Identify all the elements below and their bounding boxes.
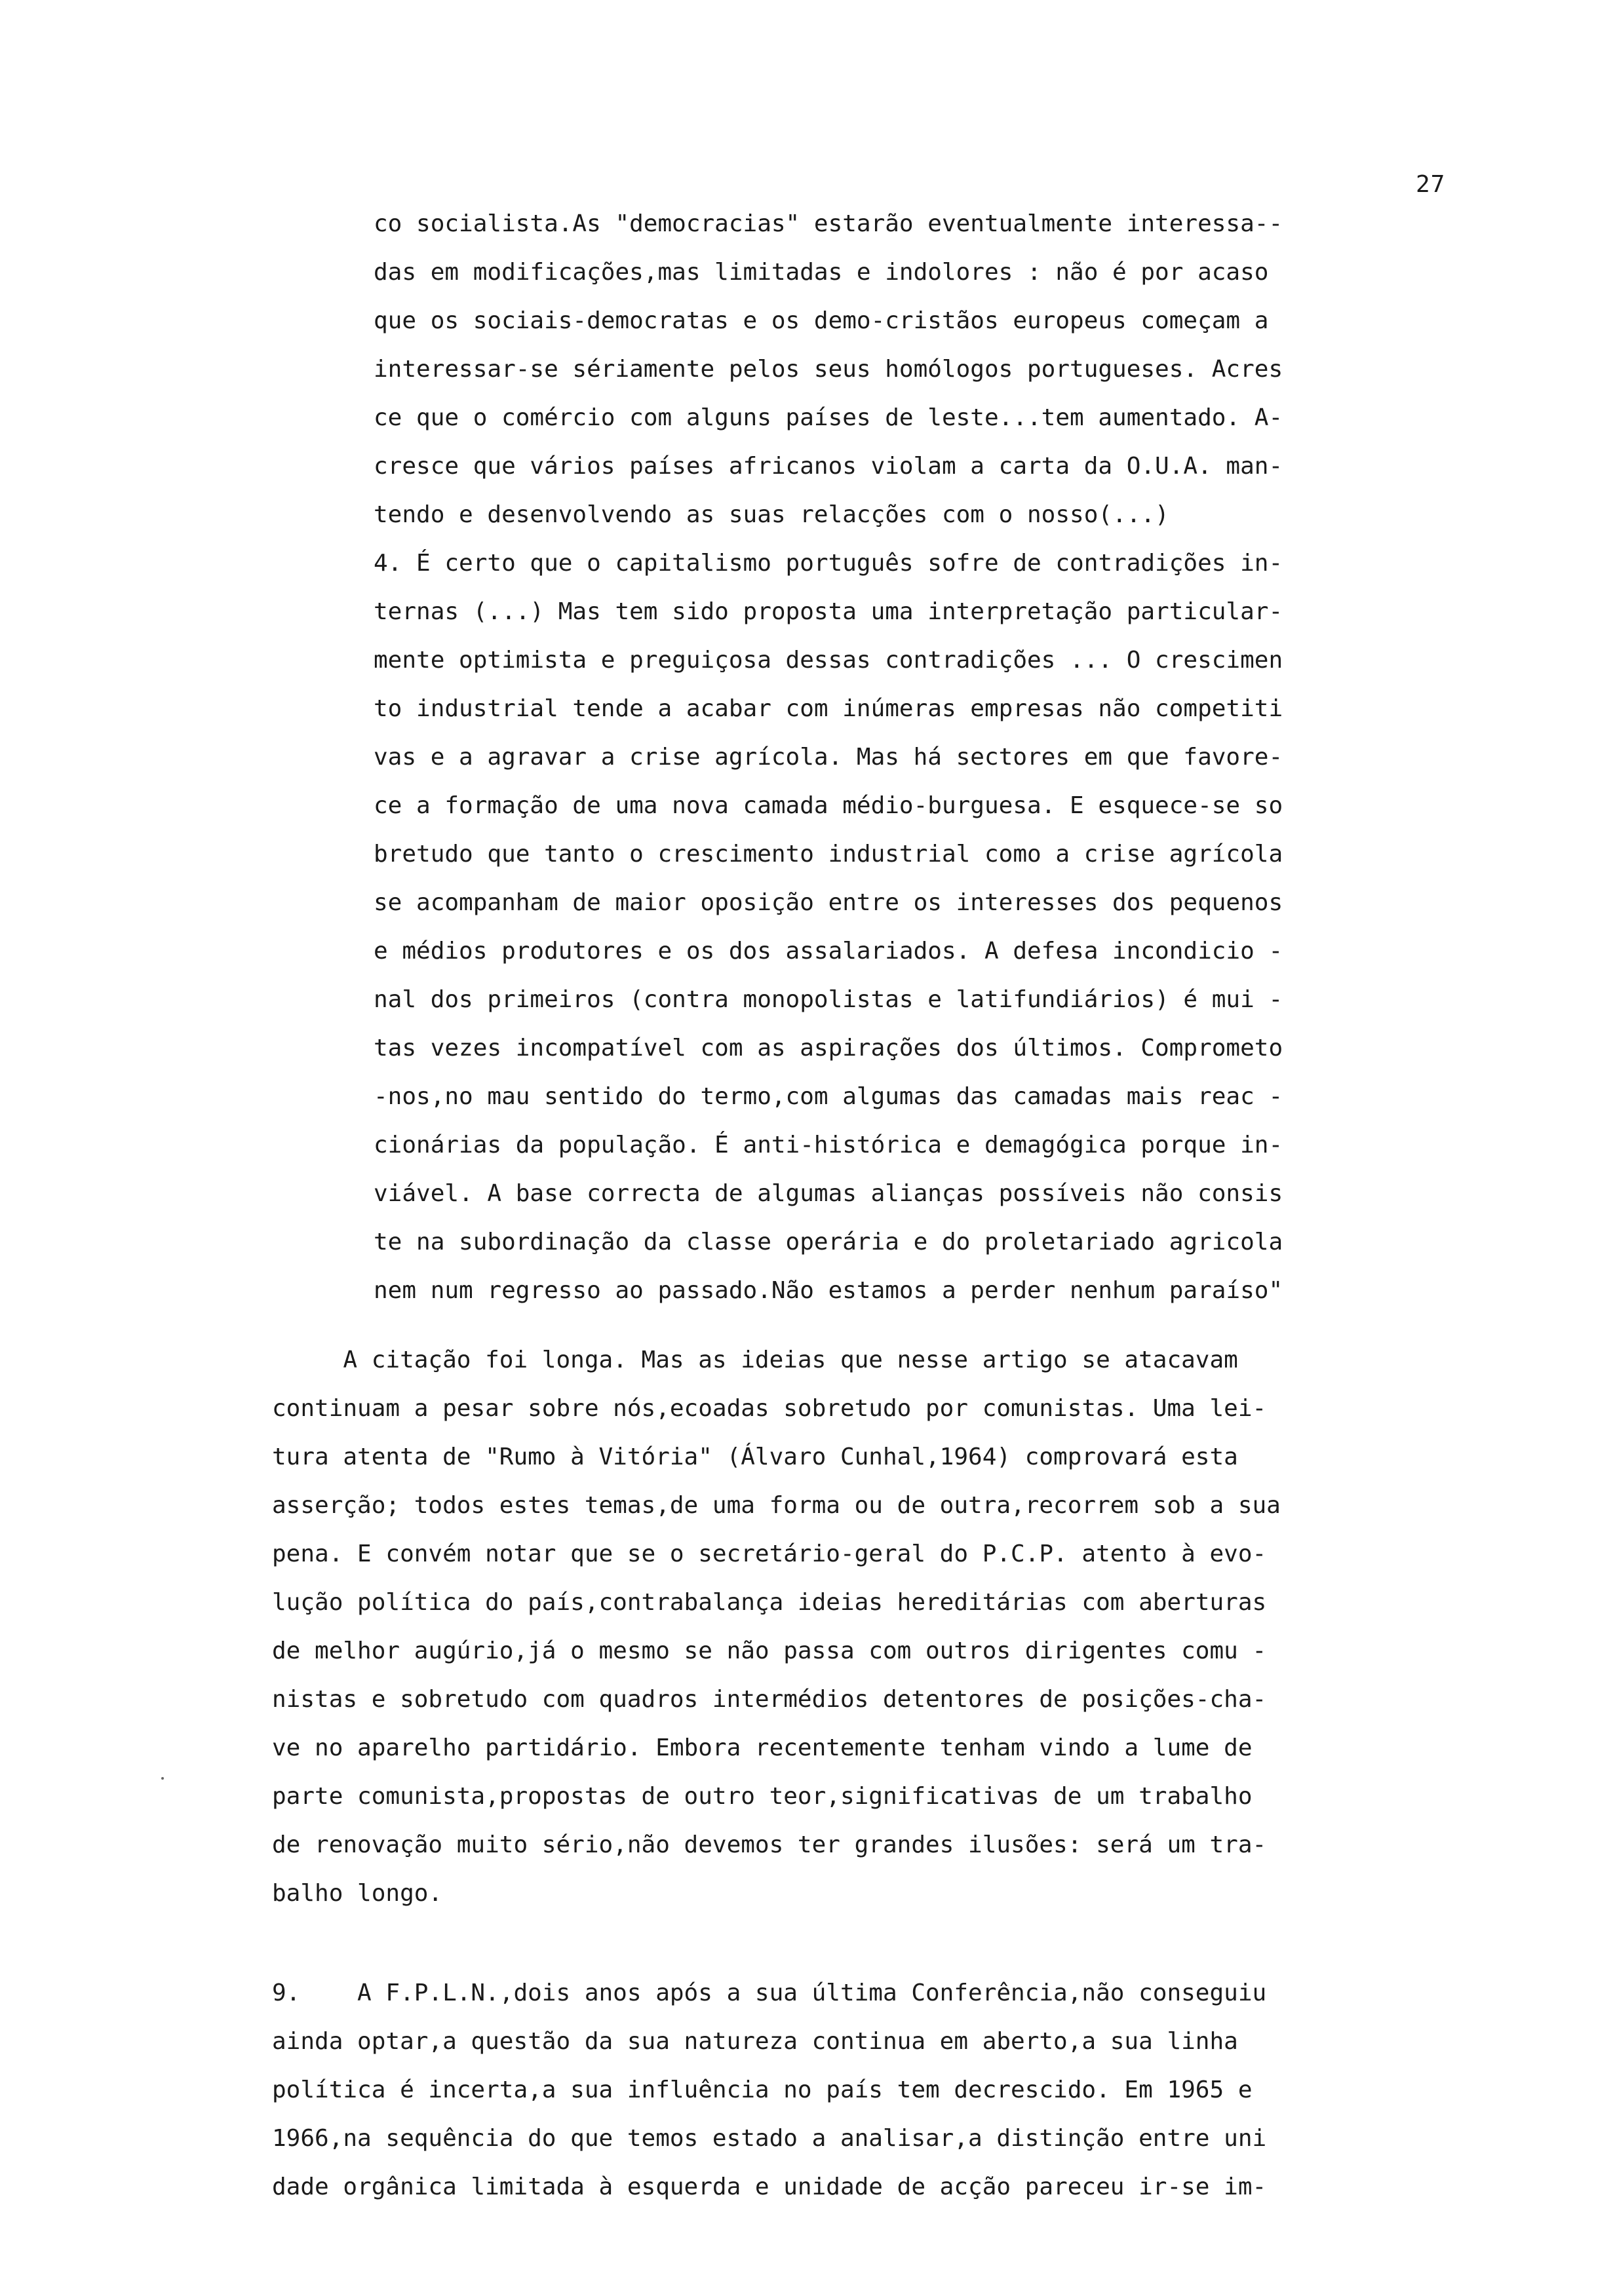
section-line: política é incerta,a sua influência no país tem decrescido. Em 1965 e bbox=[272, 2076, 1253, 2103]
section-line: ainda optar,a questão da sua natureza continua em aberto,a sua linha bbox=[272, 2028, 1238, 2055]
quote-line: ce a formação de uma nova camada médio-burguesa. E esquece-se so bbox=[374, 792, 1283, 819]
paragraph-line: continuam a pesar sobre nós,ecoadas sobretudo por comunistas. Uma lei- bbox=[272, 1395, 1267, 1422]
quote-line: ternas (...) Mas tem sido proposta uma interpretação particular- bbox=[374, 598, 1283, 625]
paragraph-line: tura atenta de "Rumo à Vitória" (Álvaro Cunhal,1964) comprovará esta bbox=[272, 1444, 1238, 1470]
page-number: 27 bbox=[1416, 171, 1446, 198]
paragraph-line: ve no aparelho partidário. Embora recentemente tenham vindo a lume de bbox=[272, 1734, 1253, 1761]
quote-line: nal dos primeiros (contra monopolistas e latifundiários) é mui - bbox=[374, 986, 1283, 1013]
quote-line: e médios produtores e os dos assalariados. A defesa incondicio - bbox=[374, 938, 1283, 965]
quote-line: tas vezes incompatível com as aspirações dos últimos. Comprometo bbox=[374, 1035, 1283, 1062]
paragraph-line: balho longo. bbox=[272, 1880, 443, 1907]
paragraph-line: lução política do país,contrabalança ideias hereditárias com aberturas bbox=[272, 1589, 1267, 1616]
paragraph-line: de renovação muito sério,não devemos ter grandes ilusões: será um tra- bbox=[272, 1831, 1267, 1858]
paragraph-line: pena. E convém notar que se o secretário-geral do P.C.P. atento à evo- bbox=[272, 1540, 1267, 1567]
quote-line: viável. A base correcta de algumas alianças possíveis não consis bbox=[374, 1180, 1283, 1207]
quote-line: ce que o comércio com alguns países de leste...tem aumentado. A- bbox=[374, 404, 1283, 431]
quote-line: vas e a agravar a crise agrícola. Mas há sectores em que favore- bbox=[374, 744, 1283, 771]
quote-line: cionárias da população. É anti-histórica e demagógica porque in- bbox=[374, 1132, 1283, 1158]
quote-line: te na subordinação da classe operária e do proletariado agricola bbox=[374, 1229, 1283, 1255]
section-line: 1966,na sequência do que temos estado a analisar,a distinção entre uni bbox=[272, 2125, 1267, 2152]
quote-line: -nos,no mau sentido do termo,com algumas das camadas mais reac - bbox=[374, 1083, 1283, 1110]
quote-line: tendo e desenvolvendo as suas relacções com o nosso(...) bbox=[374, 501, 1169, 528]
quote-line: nem num regresso ao passado.Não estamos a perder nenhum paraíso" bbox=[374, 1277, 1283, 1304]
paragraph-line: de melhor augúrio,já o mesmo se não passa com outros dirigentes comu - bbox=[272, 1637, 1267, 1664]
quote-line: cresce que vários países africanos violam a carta da O.U.A. man- bbox=[374, 453, 1283, 480]
paragraph-line: asserção; todos estes temas,de uma forma ou de outra,recorrem sob a sua bbox=[272, 1492, 1281, 1519]
section-line: dade orgânica limitada à esquerda e unidade de acção pareceu ir-se im- bbox=[272, 2173, 1267, 2200]
quote-line: to industrial tende a acabar com inúmeras empresas não competiti bbox=[374, 695, 1283, 722]
paragraph-line: A citação foi longa. Mas as ideias que nesse artigo se atacavam bbox=[272, 1347, 1238, 1373]
quote-line: mente optimista e preguiçosa dessas contradições ... O crescimen bbox=[374, 647, 1283, 674]
scan-speck bbox=[161, 1777, 164, 1780]
quote-line: bretudo que tanto o crescimento industrial como a crise agrícola bbox=[374, 841, 1283, 868]
paragraph-line: parte comunista,propostas de outro teor,significativas de um trabalho bbox=[272, 1783, 1253, 1810]
quote-line: que os sociais-democratas e os demo-cristãos europeus começam a bbox=[374, 307, 1269, 334]
quote-line: se acompanham de maior oposição entre os interesses dos pequenos bbox=[374, 889, 1283, 916]
section-line: 9. A F.P.L.N.,dois anos após a sua última Conferência,não conseguiu bbox=[272, 1980, 1267, 2006]
quote-line: co socialista.As "democracias" estarão eventualmente interessa-- bbox=[374, 210, 1283, 237]
quote-line: 4. É certo que o capitalismo português sofre de contradições in- bbox=[374, 550, 1283, 577]
quote-line: interessar-se sériamente pelos seus homólogos portugueses. Acres bbox=[374, 356, 1283, 383]
quote-line: das em modificações,mas limitadas e indolores : não é por acaso bbox=[374, 259, 1269, 286]
paragraph-line: nistas e sobretudo com quadros intermédios detentores de posições-cha- bbox=[272, 1686, 1267, 1713]
